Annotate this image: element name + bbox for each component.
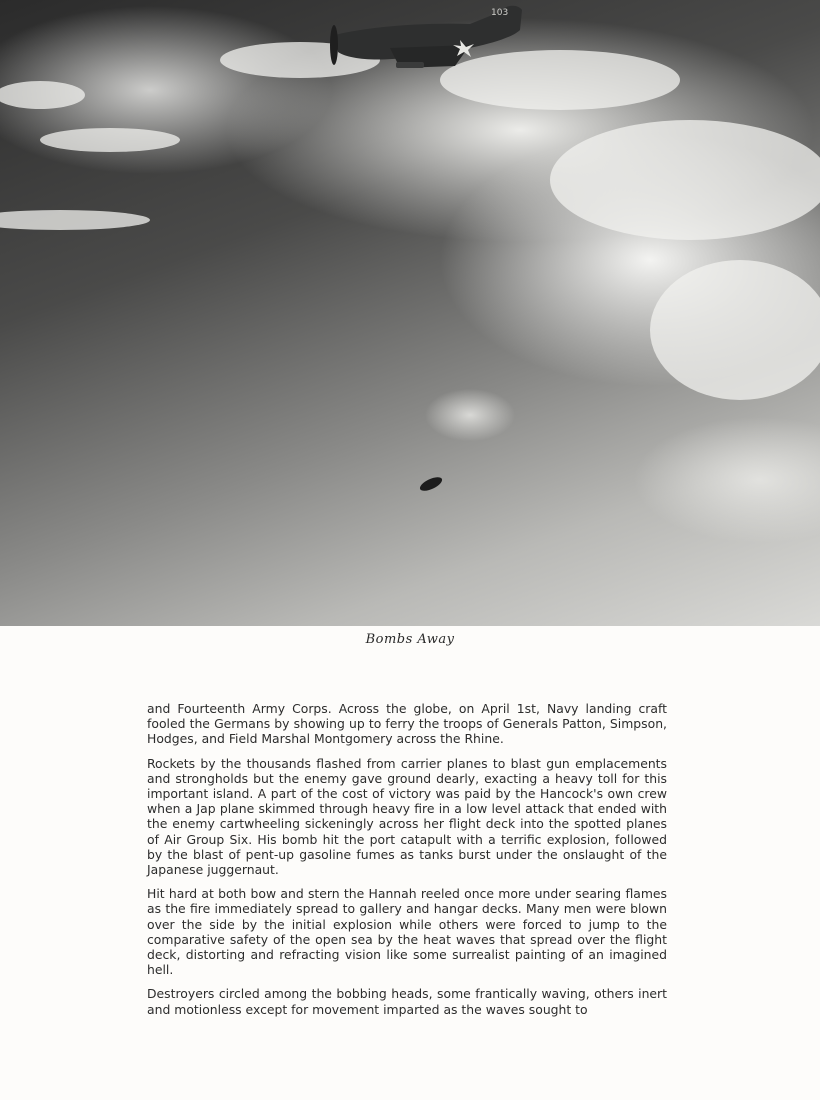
plane-marking: 103 (491, 8, 509, 18)
falling-bomb-icon (418, 474, 444, 493)
article-body (147, 701, 667, 1026)
paragraph: and Fourteenth Army Corps. Across the globe, on April 1st, Navy landing craft fooled the Germans by showing up to ferry the troops of Generals Patton, Simpson, Hodges, and Field Marshal Montgomery across the Rhine. (147, 701, 667, 747)
photo-caption: Bombs Away (365, 632, 455, 647)
cloud-layer (0, 42, 820, 400)
paragraph: Rockets by the thousands flashed from carrier planes to blast gun emplacements and strongholds but the enemy gave ground dearly, exacting a heavy toll for this important island. A part of the cost of victory was paid by the Hancock's own crew when a Jap plane skimmed through heavy fire in a low level attack that ended with the enemy cartwheeling sickeningly across her flight deck into the spotted planes of Air Group Six. His bomb hit the port catapult with a terrific explosion, followed by the blast of pent-up gasoline fumes as tanks burst under the onslaught of the Japanese juggernaut. (147, 755, 667, 878)
paragraph: Destroyers circled among the bobbing heads, some frantically waving, others inert and motionless except for movement imparted as the waves sought to (147, 986, 667, 1017)
paragraph: Hit hard at both bow and stern the Hannah reeled once more under searing flames as the fire immediately spread to gallery and hangar decks. Many men were blown over the side by the initial explosion while others were forced to jump to the comparative safety of the open sea by the heat waves that spread over the flight deck, distorting and refracting vision like some surrealist painting of an imagined hell. (147, 886, 667, 978)
